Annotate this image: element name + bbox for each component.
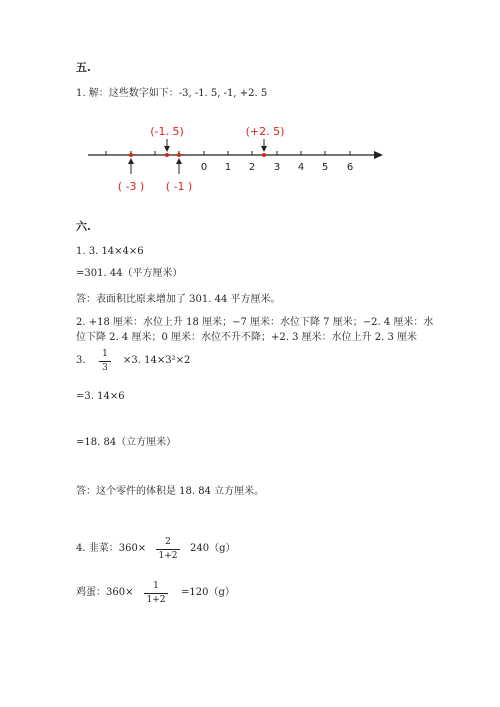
section-6-line-8: =18. 84（立方厘米） (76, 437, 177, 448)
point-neg-3 (129, 153, 133, 157)
number-line-arrowhead (374, 151, 383, 159)
tick-label-4: 4 (297, 162, 305, 173)
question-3-number: 3. (76, 355, 86, 366)
point-neg-1-5 (165, 153, 169, 157)
point-neg-1 (177, 153, 181, 157)
question-4-egg-prefix: 鸡蛋：360× (76, 587, 134, 598)
number-line (0, 118, 500, 208)
section-6-line-3: 答：表面积比原来增加了 301. 44 平方厘米。 (76, 294, 281, 305)
label-neg-3: ( -3 ) (117, 180, 145, 193)
section-5-heading: 五. (76, 61, 91, 74)
section-6-line-4: 2. +18 厘米：水位上升 18 厘米；−7 厘米：水位下降 7 厘米；−2. 4 厘米：水 (76, 317, 434, 328)
section-6-line-9: 答：这个零件的体积是 18. 84 立方厘米。 (76, 486, 265, 497)
fraction-one-third: 1 3 (99, 349, 111, 374)
tick-label-3: 3 (273, 162, 281, 173)
section-6-line-7: =3. 14×6 (76, 391, 125, 402)
section-6-line-1: 1. 3. 14×4×6 (76, 246, 144, 257)
tick-label-5: 5 (321, 162, 329, 173)
section-6-line-5: 位下降 2. 4 厘米；0 厘米：水位不升不降；+2. 3 厘米：水位上升 2. 3 厘米 (76, 332, 418, 343)
section-6-heading: 六. (76, 220, 91, 233)
fraction-1-over-1plus2: 1 1+2 (144, 581, 168, 606)
point-pos-2-5 (262, 153, 266, 157)
fraction-2-over-1plus2: 2 1+2 (156, 537, 180, 562)
question-3-expression: ×3. 14×3²×2 (123, 355, 191, 366)
question-4-egg-result: =120（g） (181, 587, 235, 598)
tick-label-1: 1 (224, 162, 232, 173)
question-4-leek-prefix: 4. 韭菜：360× (76, 543, 147, 554)
tick-label-2: 2 (248, 162, 256, 173)
question-1-text: 1. 解：这些数字如下：-3, -1. 5, -1, +2. 5 (76, 88, 268, 99)
label-neg-1: ( -1 ) (165, 180, 193, 193)
tick-label-0: 0 (200, 162, 208, 173)
question-4-leek-result: 240（g） (190, 543, 236, 554)
number-line-ticks (106, 151, 350, 155)
section-6-line-2: =301. 44（平方厘米） (76, 268, 183, 279)
label-pos-2-5: (+2. 5) (245, 125, 285, 138)
label-neg-1-5: (-1. 5) (150, 125, 184, 138)
tick-label-6: 6 (346, 162, 354, 173)
